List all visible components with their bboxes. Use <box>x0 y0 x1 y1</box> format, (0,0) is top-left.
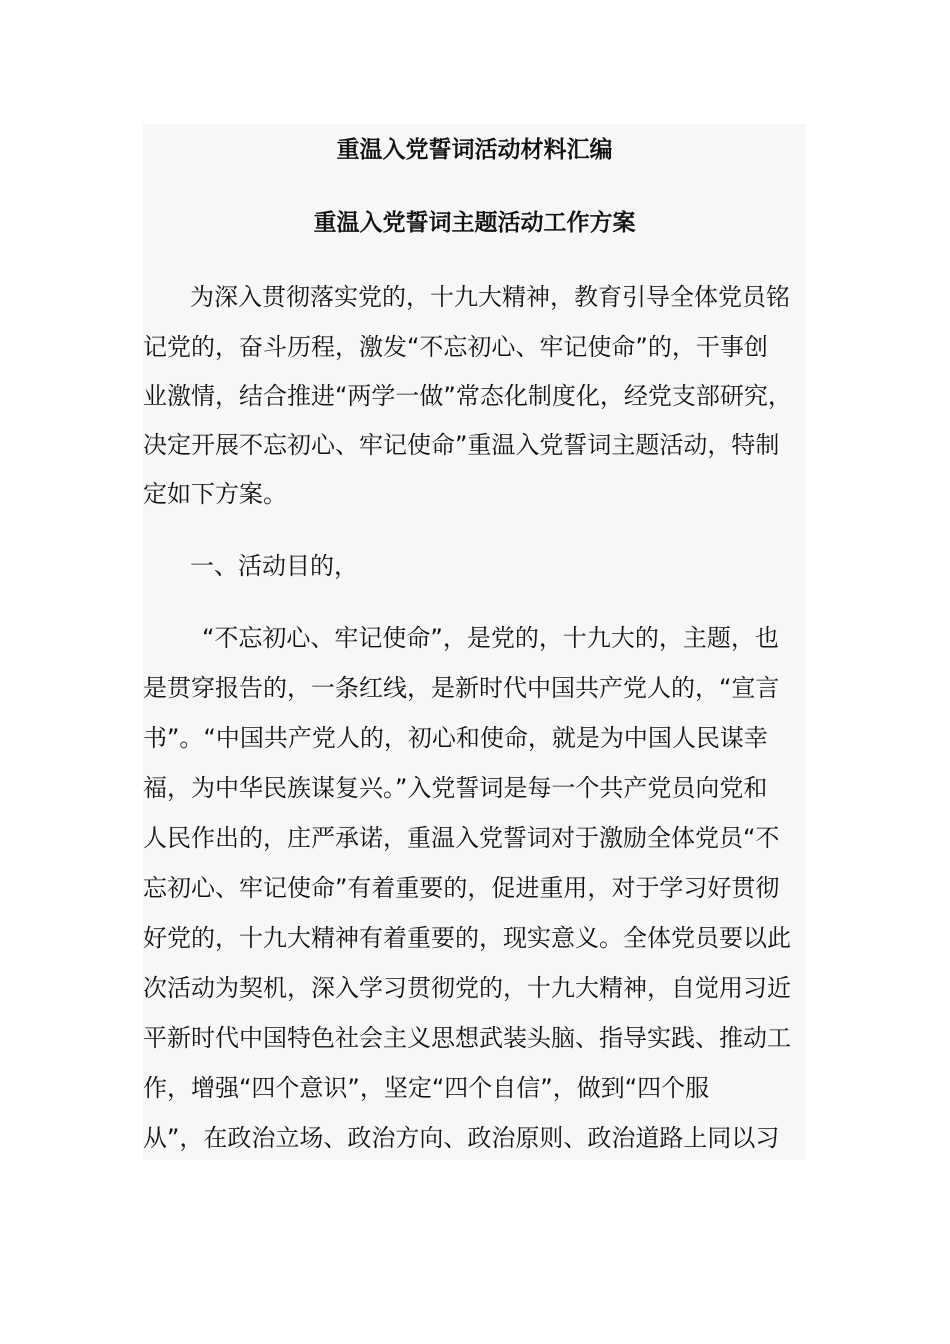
document-title: 重温入党誓词活动材料汇编 <box>336 137 613 163</box>
body-line: 书”。“中国共产党人的，初心和使命，就是为中国人民谋幸 <box>143 724 768 752</box>
intro-line: 决定开展不忘初心、牢记使命”重温入党誓词主题活动，特制 <box>143 431 780 459</box>
document-page <box>143 124 806 1160</box>
body-line: 福，为中华民族谋复兴。”入党誓词是每一个共产党员向党和 <box>143 774 768 802</box>
body-line: 平新时代中国特色社会主义思想武装头脑、指导实践、推动工 <box>143 1024 791 1052</box>
section-heading: 一、活动目的， <box>190 552 358 580</box>
body-line: “不忘初心、牢记使命”，是党的，十九大的，主题，也 <box>202 624 779 652</box>
intro-line: 记党的，奋斗历程，激发“不忘初心、牢记使命”的，干事创 <box>143 333 768 361</box>
intro-line: 业激情，结合推进“两学一做”常态化制度化，经党支部研究， <box>143 382 792 410</box>
body-line: 是贯穿报告的，一条红线，是新时代中国共产党人的，“宣言 <box>143 674 780 702</box>
body-line: 好党的，十九大精神有着重要的，现实意义。全体党员要以此 <box>143 924 791 952</box>
body-line: 人民作出的，庄严承诺，重温入党誓词对于激励全体党员“不 <box>143 824 780 852</box>
intro-line: 为深入贯彻落实党的，十九大精神，教育引导全体党员铭 <box>190 283 790 311</box>
body-line: 忘初心、牢记使命”有着重要的，促进重用，对于学习好贯彻 <box>143 874 780 902</box>
body-line: 作，增强“四个意识”，坚定“四个自信”，做到“四个服 <box>143 1074 710 1102</box>
document-subtitle: 重温入党誓词主题活动工作方案 <box>313 210 636 236</box>
intro-line: 定如下方案。 <box>143 480 287 508</box>
body-line: 从”，在政治立场、政治方向、政治原则、政治道路上同以习 <box>143 1124 780 1152</box>
body-line: 次活动为契机，深入学习贯彻党的，十九大精神，自觉用习近 <box>143 974 791 1002</box>
